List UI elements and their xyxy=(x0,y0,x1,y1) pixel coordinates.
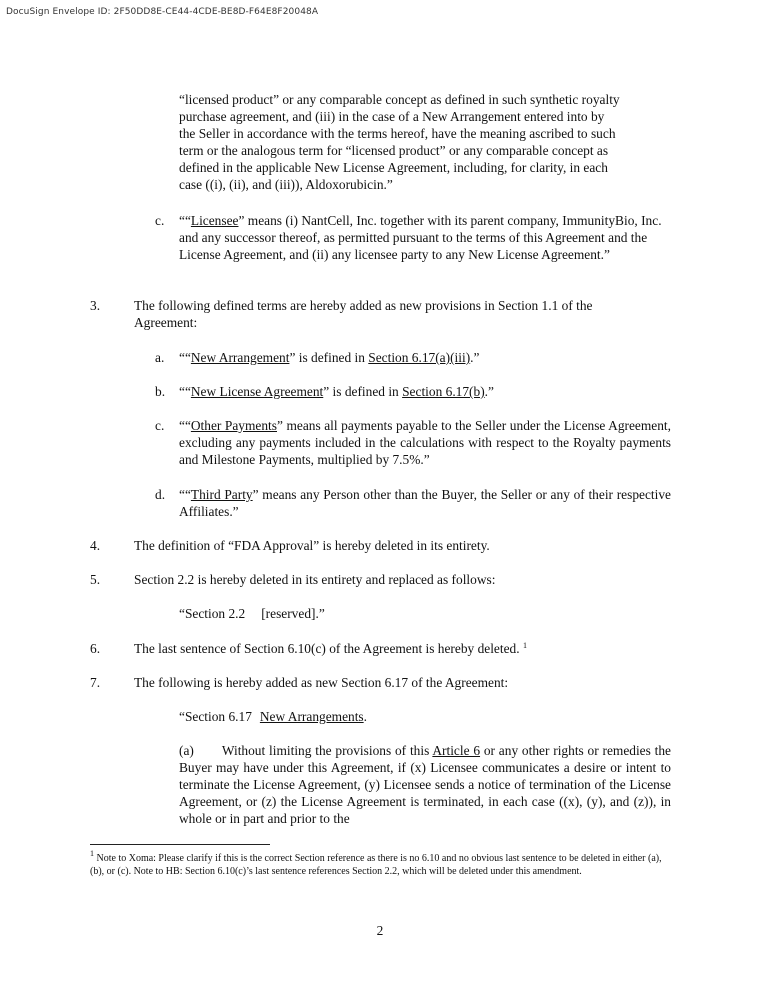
article-reference: Article 6 xyxy=(432,743,481,758)
defined-term: New Arrangement xyxy=(190,350,290,365)
definition-end: .” xyxy=(484,384,494,399)
paragraph-text: Without limiting the provisions of this xyxy=(221,743,433,758)
section-number: 7. xyxy=(90,675,101,690)
definition-text: ” means all payments payable to the Seller under the License Agreement, excluding any payments included in the calculations with respect to the Royalty payments and Milestone Payments, multiplied by 7.5%.” xyxy=(179,418,671,467)
open-quote: ““ xyxy=(179,418,191,433)
definition-licensee xyxy=(179,212,664,263)
text-line: case ((i), (ii), and (iii)), Aldoxorubicin.” xyxy=(179,177,393,192)
footnote-reference[interactable]: 1 xyxy=(522,641,527,650)
paragraph-marker: (a) xyxy=(179,743,194,758)
footnote xyxy=(90,849,670,878)
defined-term: Third Party xyxy=(190,487,253,502)
definition-new-arrangement xyxy=(179,349,659,366)
text-line: the Seller in accordance with the terms hereof, have the meaning ascribed to such xyxy=(179,126,616,141)
quote-text: [reserved].” xyxy=(261,606,325,621)
docusign-envelope-id: DocuSign Envelope ID: 2F50DD8E-CE44-4CDE-BE8D-F64E8F20048A xyxy=(6,7,319,17)
section-text: The last sentence of Section 6.10(c) of the Agreement is hereby deleted. xyxy=(134,641,520,656)
section-number: 5. xyxy=(90,572,101,587)
section-number: 6. xyxy=(90,641,101,656)
paragraph-text: or any other rights or remedies the Buyer may have under this Agreement, if (x) Licensee communicates a desire or intent to terminate the License Agreement, (y) Licensee sends a notice of termination of the License Agreement, or (z) the License Agreement is terminated, in each case ((x), (y), and (z)), in whole or in part and prior to the xyxy=(179,743,671,826)
section-5-text: Section 2.2 is hereby deleted in its entirety and replaced as follows: xyxy=(134,572,496,587)
quote-heading: “Section 6.17 xyxy=(179,709,252,724)
text-line: term or the analogous term for “licensed product” or any comparable concept as xyxy=(179,143,609,158)
heading-title: New Arrangements xyxy=(259,709,364,724)
quote-heading: “Section 2.2 xyxy=(179,606,246,621)
section-3-text: The following defined terms are hereby added as new provisions in Section 1.1 of the Agreement: xyxy=(134,298,593,330)
section-6-17-a xyxy=(179,742,671,827)
page-number: 2 xyxy=(376,923,384,938)
footnote-text: Note to Xoma: Please clarify if this is the correct Section reference as there is no 6.10 and no obvious last sentence to be deleted in either (a), (b), or (c). Note to HB: Section 6.10(c)’s last sentence references Section 2.2, which will be deleted under this amendment. xyxy=(90,853,662,877)
open-quote: ““ xyxy=(179,487,191,502)
footnote-number: 1 xyxy=(90,849,94,858)
definition-text: ” means (i) NantCell, Inc. together with its parent company, ImmunityBio, Inc. and any successor thereof, as permitted pursuant to the terms of this Agreement and the License Agreement, and (ii) any licensee party to any New License Agreement.” xyxy=(179,213,662,262)
definition-end: .” xyxy=(470,350,480,365)
item-marker: c. xyxy=(155,418,165,433)
section-reference: Section 6.17(a)(iii) xyxy=(368,350,471,365)
section-7-text: The following is hereby added as new Section 6.17 of the Agreement: xyxy=(134,675,509,690)
section-6-17-heading xyxy=(179,708,367,725)
heading-period: . xyxy=(363,709,367,724)
continued-definition xyxy=(179,91,679,193)
defined-term: New License Agreement xyxy=(190,384,324,399)
section-6-text xyxy=(134,640,654,657)
section-reference: Section 6.17(b) xyxy=(402,384,485,399)
open-quote: ““ xyxy=(179,384,191,399)
section-number: 4. xyxy=(90,538,101,553)
item-marker: c. xyxy=(155,213,165,228)
definition-text: ” is defined in xyxy=(289,350,369,365)
definition-text: ” means any Person other than the Buyer, the Seller or any of their respective Affiliates.” xyxy=(179,487,671,519)
text-line: “licensed product” or any comparable concept as defined in such synthetic royalty xyxy=(179,92,620,107)
definition-other-payments xyxy=(179,417,671,468)
section-number: 3. xyxy=(90,298,101,313)
definition-third-party xyxy=(179,486,671,520)
open-quote: ““ xyxy=(179,213,191,228)
open-quote: ““ xyxy=(179,350,191,365)
item-marker: d. xyxy=(155,487,166,502)
text-line: defined in the applicable New License Agreement, including, for clarity, in each xyxy=(179,160,608,175)
section-2-2-quote xyxy=(179,605,325,622)
definition-new-license-agreement xyxy=(179,383,659,400)
defined-term: Licensee xyxy=(190,213,239,228)
section-4-text: The definition of “FDA Approval” is hereby deleted in its entirety. xyxy=(134,538,490,553)
definition-text: ” is defined in xyxy=(323,384,403,399)
footnote-divider xyxy=(90,844,270,845)
item-marker: a. xyxy=(155,350,165,365)
text-line: purchase agreement, and (iii) in the case of a New Arrangement entered into by xyxy=(179,109,605,124)
defined-term: Other Payments xyxy=(190,418,277,433)
item-marker: b. xyxy=(155,384,166,399)
